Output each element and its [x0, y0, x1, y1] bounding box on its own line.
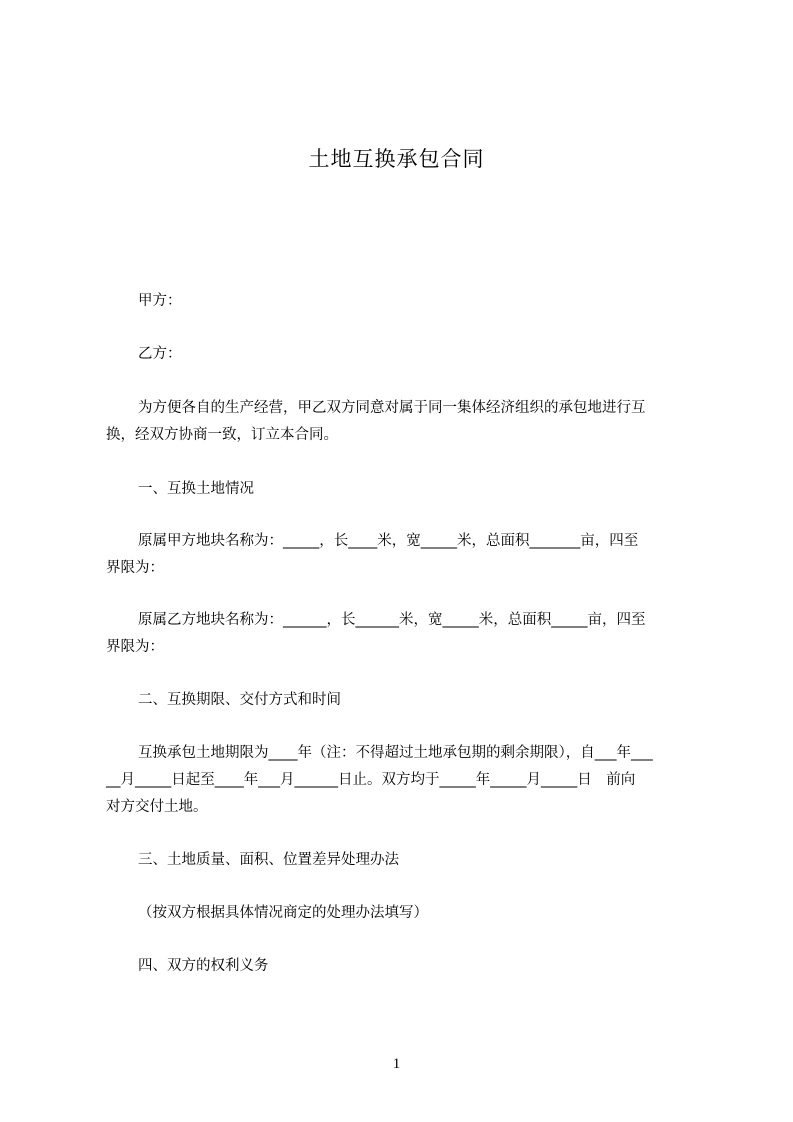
text-line: 换，经双方协商一致，订立本合同。	[106, 427, 338, 443]
document-title: 土地互换承包合同	[308, 147, 485, 171]
section-heading-1	[106, 476, 702, 503]
text-line: 原属甲方地块名称为：_____，长____米，宽_____米，总面积_______亩，四至	[138, 533, 639, 549]
text-line: 二、互换期限、交付方式和时间	[138, 692, 341, 708]
section-heading-3	[106, 847, 702, 874]
party-b-land-paragraph	[106, 607, 702, 661]
text-line: 乙方：	[138, 346, 182, 362]
text-line: 对方交付土地。	[106, 799, 208, 815]
text-line: __月_____日起至____年___月______日止。双方均于_____年_____月_____日 前向	[106, 772, 636, 788]
text-line: 甲方：	[138, 293, 182, 309]
preamble-paragraph	[106, 395, 702, 449]
text-line: 界限为：	[106, 639, 164, 655]
party-b-line	[106, 341, 702, 368]
text-line: 四、双方的权利义务	[138, 958, 269, 974]
page-number: 1	[392, 1056, 401, 1072]
text-line: 互换承包土地期限为____年（注：不得超过土地承包期的剩余期限），自___年___	[138, 745, 653, 761]
text-line: 原属乙方地块名称为：______，长______米，宽_____米，总面积_____亩，四至	[138, 612, 646, 628]
section-heading-4	[106, 953, 702, 980]
section-3-note	[106, 900, 702, 927]
text-line: 为方便各自的生产经营，甲乙双方同意对属于同一集体经济组织的承包地进行互	[138, 400, 646, 416]
party-a-land-paragraph	[106, 528, 702, 582]
section-heading-2	[106, 687, 702, 714]
text-line: （按双方根据具体情况商定的处理办法填写）	[138, 905, 428, 921]
text-line: 界限为：	[106, 560, 164, 576]
term-paragraph	[106, 740, 702, 821]
text-line: 三、土地质量、面积、位置差异处理办法	[138, 852, 399, 868]
text-line: 一、互换土地情况	[138, 481, 254, 497]
party-a-line	[106, 288, 702, 315]
